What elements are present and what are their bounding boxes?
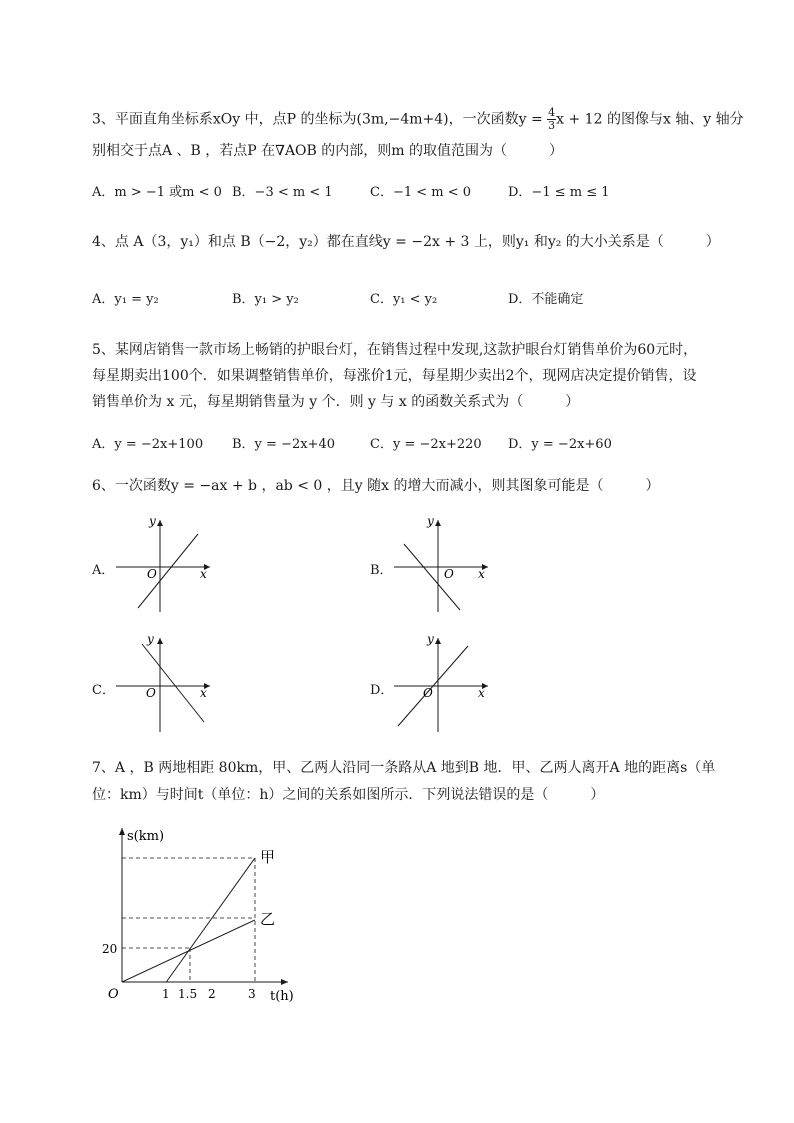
q6-graph-b-label[interactable]: B． [370,563,393,578]
t-axis-arrow [281,979,288,985]
q6-graph-d[interactable] [390,630,490,734]
q3-option-c[interactable]: C．−1 < m < 0 [370,185,472,200]
x-tick-2: 2 [208,987,216,1001]
q3-option-b[interactable]: B．−3 < m < 1 [232,185,333,200]
q3-option-d[interactable]: D．−1 ≤ m ≤ 1 [508,185,610,200]
series-jia-line [166,858,255,982]
x-tick-1-5: 1.5 [178,987,198,1001]
y-tick-20: 20 [102,942,118,956]
origin-label: O [108,987,119,1002]
q3-frac-num: 4 [548,106,556,119]
q5-line-2: 每星期卖出100个．如果调整销售单价，每涨价1元，每星期少卖出2个，现网店决定提价销售，设 [92,368,697,384]
q4-option-a[interactable]: A．y₁ = y₂ [92,292,159,307]
q4-line-1: 4、点 A（3，y₁）和点 B（−2，y₂）都在直线y = −2x + 3 上，则y₁ 和y₂ 的大小关系是（ ） [92,234,720,250]
series-yi-line [122,920,255,982]
y-axis-label: y [427,632,434,646]
q7-distance-time-graph [98,820,308,1010]
function-line [142,644,204,722]
q6-line-1: 6、一次函数y = −ax + b ，ab < 0 ，且y 随x 的增大而减小，则其图象可能是（ ） [92,478,660,494]
q3-frac-den: 3 [548,119,556,132]
q6-graph-a[interactable] [112,512,212,614]
q7-line-2: 位：km）与时间t（单位：h）之间的关系如图所示．下列说法错误的是（ ） [92,787,605,803]
q6-graph-c-label[interactable]: C． [92,683,115,698]
q3-line1-suffix: x + 12 的图像与x 轴、y 轴分 [556,111,744,128]
series-jia-label: 甲 [260,848,276,866]
origin-label: O [146,686,156,700]
q3-line-2: 别相交于点A 、B ，若点P 在∇AOB 的内部，则m 的取值范围为（ ） [92,143,563,159]
origin-label: O [444,567,454,581]
q3-line-1 [92,107,744,132]
q7-line-1: 7、A ，B 两地相距 80km，甲、乙两人沿同一条路从A 地到B 地．甲、乙两人离开A 地的距离s（单 [92,760,716,776]
x-axis-label: x [478,567,485,581]
q5-line-3: 销售单价为 x 元，每星期销售量为 y 个．则 y 与 x 的函数关系式为（ ） [92,394,580,410]
t-axis-label: t(h) [270,989,294,1004]
y-axis-arrow [157,638,163,644]
q6-graph-a-label[interactable]: A． [92,563,115,578]
y-axis-label: y [149,514,156,528]
q4-option-b[interactable]: B．y₁ > y₂ [232,292,299,307]
s-axis-label: s(km) [127,829,165,844]
x-axis-label: x [200,567,207,581]
q3-fraction [547,107,556,132]
q5-option-b[interactable]: B．y = −2x+40 [232,437,335,452]
x-axis-label: x [200,686,207,700]
x-axis-label: x [478,686,485,700]
s-axis-arrow [119,828,125,835]
y-axis-arrow [435,638,441,644]
q5-option-d[interactable]: D．y = −2x+60 [508,437,612,452]
q3-line1-prefix: 3、平面直角坐标系xOy 中，点P 的坐标为(3m,−4m+4)，一次函数y = [92,111,548,128]
q6-graph-d-label[interactable]: D． [370,683,394,698]
q6-graph-b[interactable] [390,512,490,614]
y-axis-label: y [147,632,154,646]
series-yi-label: 乙 [260,910,276,928]
q5-option-c[interactable]: C．y = −2x+220 [370,437,482,452]
q4-option-d[interactable]: D．不能确定 [508,292,584,307]
y-axis-arrow [157,520,163,526]
y-axis-label: y [427,514,434,528]
x-tick-3: 3 [248,987,256,1001]
q3-option-a[interactable]: A．m > −1 或m < 0 [92,185,222,200]
q4-option-c[interactable]: C．y₁ < y₂ [370,292,438,307]
q6-graph-c[interactable] [112,630,212,734]
q5-option-a[interactable]: A．y = −2x+100 [92,437,204,452]
x-tick-1: 1 [162,987,170,1001]
y-axis-arrow [435,520,441,526]
q5-line-1: 5、某网店销售一款市场上畅销的护眼台灯，在销售过程中发现,这款护眼台灯销售单价为60元时， [92,342,698,358]
origin-label: O [147,567,157,581]
origin-label: O [423,686,433,700]
